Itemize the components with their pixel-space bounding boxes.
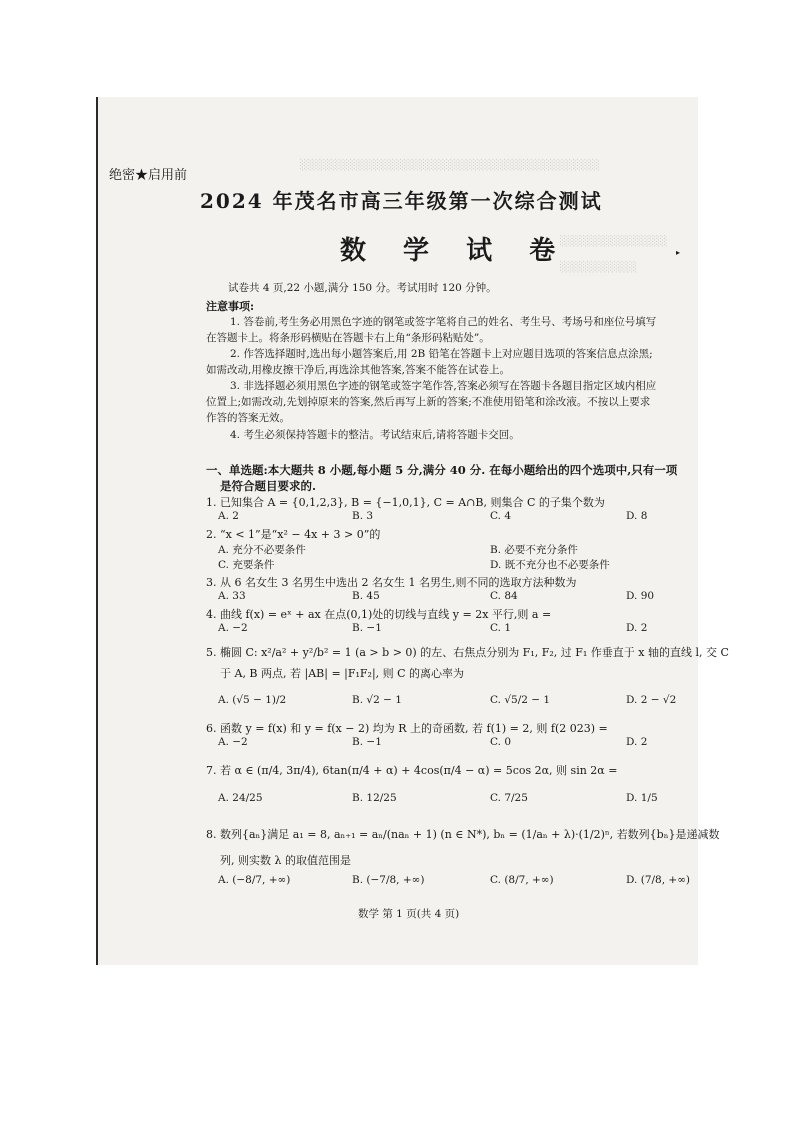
page-footer: 数学 第 1 页(共 4 页) bbox=[358, 908, 460, 920]
exam-info: 试卷共 4 页,22 小题,满分 150 分。考试用时 120 分钟。 bbox=[228, 282, 497, 294]
option: C. 84 bbox=[490, 590, 518, 602]
bleed-through: ░░░░░░░░░░ bbox=[560, 262, 637, 273]
section-heading: 一、单选题:本大题共 8 小题,每小题 5 分,满分 40 分. 在每小题给出的四个选项中,只有一项 bbox=[206, 463, 678, 477]
notice-item: 2. 作答选择题时,选出每小题答案后,用 2B 铅笔在答题卡上对应题目选项的答案信息点涂黑;如需改动,用橡皮擦干净后,再选涂其他答案,答案不能答在试卷上。 bbox=[206, 348, 653, 376]
option: C. 7/25 bbox=[490, 792, 528, 804]
option: B. −1 bbox=[352, 622, 382, 634]
subject-title: 数 学 试 卷 bbox=[340, 236, 570, 266]
option: D. 2 bbox=[626, 736, 648, 748]
question-stem: 1. 已知集合 A = {0,1,2,3}, B = {−1,0,1}, C = A∩B, 则集合 C 的子集个数为 bbox=[206, 496, 605, 509]
option: D. 2 bbox=[626, 622, 648, 634]
confidential-label: 绝密★启用前 bbox=[109, 168, 188, 183]
option: D. 90 bbox=[626, 590, 655, 602]
notice-item: 3. 非选择题必须用黑色字迹的钢笔或签字笔作答,答案必须写在答题卡各题目指定区域内相应位置上;如需改动,先划掉原来的答案,然后再写上新的答案;不准使用铅笔和涂改液。不按以上要求作答的答案无效。 bbox=[206, 380, 657, 424]
pen-mark: ▸ bbox=[676, 248, 681, 257]
option: A. 24/25 bbox=[218, 792, 263, 804]
option: A. −2 bbox=[218, 736, 248, 748]
option: B. 3 bbox=[352, 510, 374, 522]
option: D. (7/8, +∞) bbox=[626, 874, 691, 886]
bleed-through: ░░░░░░░░░░░░░░ bbox=[560, 236, 668, 247]
option: B. 必要不充分条件 bbox=[490, 544, 578, 556]
option: B. 12/25 bbox=[352, 792, 397, 804]
option: C. 4 bbox=[490, 510, 512, 522]
option: C. √5/2 − 1 bbox=[490, 694, 551, 706]
question-stem-cont: 列, 则实数 λ 的取值范围是 bbox=[220, 854, 351, 867]
option: C. 充要条件 bbox=[218, 559, 275, 571]
option: B. (−7/8, +∞) bbox=[352, 874, 425, 886]
question-stem: 4. 曲线 f(x) = eˣ + ax 在点(0,1)处的切线与直线 y = 2x 平行,则 a = bbox=[206, 608, 552, 621]
notice-item: 4. 考生必须保持答题卡的整洁。考试结束后,请将答题卡交回。 bbox=[230, 429, 520, 441]
option: A. (−8/7, +∞) bbox=[218, 874, 291, 886]
option: B. −1 bbox=[352, 736, 382, 748]
question-stem-cont: 于 A, B 两点, 若 |AB| = |F₁F₂|, 则 C 的离心率为 bbox=[220, 667, 465, 680]
exam-title: 2024 年茂名市高三年级第一次综合测试 bbox=[200, 189, 603, 213]
section-heading-cont: 是符合题目要求的. bbox=[220, 479, 317, 493]
question-stem: 6. 函数 y = f(x) 和 y = f(x − 2) 均为 R 上的奇函数, 若 f(1) = 2, 则 f(2 023) = bbox=[206, 722, 608, 735]
option: C. 1 bbox=[490, 622, 512, 634]
option: D. 1/5 bbox=[626, 792, 658, 804]
option: D. 既不充分也不必要条件 bbox=[490, 559, 610, 571]
question-stem: 8. 数列{aₙ}满足 a₁ = 8, aₙ₊₁ = aₙ/(naₙ + 1) (n ∈ N*), bₙ = (1/aₙ + λ)·(1/2)ⁿ, 若数列{bₙ}是递减数 bbox=[206, 828, 720, 841]
question-stem: 5. 椭圆 C: x²/a² + y²/b² = 1 (a > b > 0) 的左、右焦点分别为 F₁, F₂, 过 F₁ 作垂直于 x 轴的直线 l, 交 C bbox=[206, 646, 729, 659]
question-stem: 3. 从 6 名女生 3 名男生中选出 2 名女生 1 名男生,则不同的选取方法种数为 bbox=[206, 576, 577, 589]
option: A. 33 bbox=[218, 590, 246, 602]
option: A. 2 bbox=[218, 510, 239, 522]
question-stem: 2. “x < 1”是“x² − 4x + 3 > 0”的 bbox=[206, 528, 381, 541]
bleed-through: ░░░░░░░░░░░░░░░░░░░░░░░░░░░░░░░░░░░░░░░ bbox=[300, 160, 600, 171]
notice-item: 1. 答卷前,考生务必用黑色字迹的钢笔或签字笔将自己的姓名、考生号、考场号和座位号填写在答题卡上。将条形码横贴在答题卡右上角“条形码粘贴处”。 bbox=[206, 316, 657, 344]
option: D. 8 bbox=[626, 510, 648, 522]
option: C. 0 bbox=[490, 736, 512, 748]
option: A. 充分不必要条件 bbox=[218, 544, 306, 556]
option: B. √2 − 1 bbox=[352, 694, 402, 706]
option: B. 45 bbox=[352, 590, 380, 602]
option: C. (8/7, +∞) bbox=[490, 874, 554, 886]
option: D. 2 − √2 bbox=[626, 694, 677, 706]
option: A. (√5 − 1)/2 bbox=[218, 694, 287, 706]
notice-heading: 注意事项: bbox=[206, 300, 255, 313]
question-stem: 7. 若 α ∈ (π/4, 3π/4), 6tan(π/4 + α) + 4cos(π/4 − α) = 5cos 2α, 则 sin 2α = bbox=[206, 764, 618, 777]
option: A. −2 bbox=[218, 622, 248, 634]
